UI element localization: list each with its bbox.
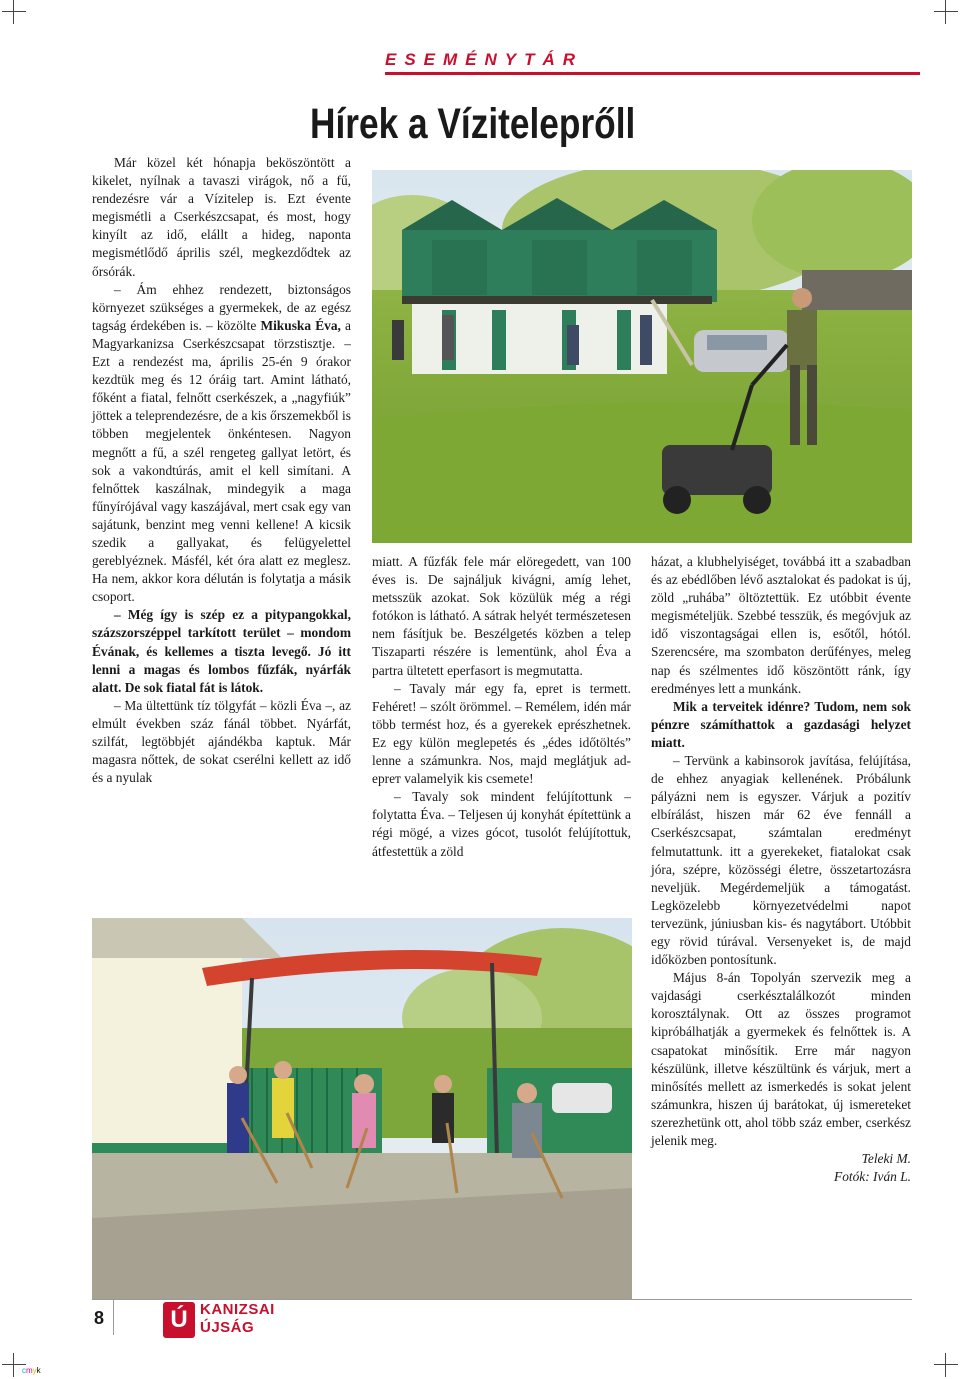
crop-mark-top-left — [2, 0, 26, 24]
article-column-2 — [372, 553, 631, 861]
page-number-divider — [113, 1299, 114, 1335]
logo-text-line-1: KANIZSAI — [200, 1301, 275, 1318]
page-number: 8 — [93, 1308, 104, 1328]
photo-kids-sweeping — [92, 918, 632, 1299]
photo-mowing-lawn — [372, 170, 912, 543]
kanizsai-ujsag-logo — [163, 1300, 273, 1340]
paragraph: – Tavaly sok mindent felújítottunk – folytatta Éva. – Teljesen új konyhát építettünk a régi mögé, a vizes gócot, tusolót felújítottuk, átfestettük a zöld — [372, 789, 631, 859]
paragraph: Május 8-án Topolyán szervezik meg a vajdasági cserkésztalálkozót minden korosztálynak. Ott az összes programot kipróbálhatják a gyermekek és felnőttek is. A csapatokat minősítik. Erre már nagyon készülünk, illetve készültünk és várjuk, mert a minősítés mellett az ismerkedés is sokat jelent számunkra, hiszen új barátokat, új ismereteket szerezhetünk ott, ahol több száz ember, cserkész jelenik meg. — [651, 970, 911, 1148]
article-column-3 — [651, 553, 911, 1186]
photo-credit: Fotók: Iván L. — [834, 1169, 911, 1185]
paragraph-question — [651, 698, 911, 752]
paragraph — [92, 281, 351, 607]
logo-text-line-2: ÚJSÁG — [200, 1319, 255, 1336]
cmyk-print-mark: cmyk — [22, 1366, 41, 1375]
logo-mark: Ú — [163, 1302, 195, 1338]
crop-mark-bottom-right — [934, 1353, 958, 1377]
paragraph: – Tervünk a kabinsorok javítása, felújítása, de ehhez anyagiak kellenének. Próbálunk pályázni nem is egyszer. Várjuk a pozitív elbírálást, hiszen már 62 éve fennáll a Cserkészcsapat, számtalan eredményt felmutattunk. itt a gyerekeket, fiatalokat csak jóra, szépre, közösségi életre, összetartozásra neveljük. Megérdemeljük a támogatást. Legközelebb környezetvédelmi napot tervezünk, júniusban kis- és nagytábort. Utóbbit egy rövid túrával. Versenyeket is, de majd időközben pontosítunk. — [651, 753, 911, 968]
person-name: Mikuska Éva, — [260, 317, 341, 333]
section-rule — [385, 72, 920, 75]
paragraph: Már közel két hónapja beköszöntött a kikelet, nyílnak a tavaszi virágok, nő a fű, rendezésre vár a Vízitelep is. Ezt évente megismétli a Cserkészcsapat, és most, hogy kinyílt az idő, elállt a hideg, naponta megismétlődő április szél, megkezdődtek az őrsórák. — [92, 155, 351, 279]
text-run: a Magyarkanizsa Cserkészcsapat törzstisztje. – Ezt a rendezést ma, április 25-én 9 órakor kezdtük meg és 12 óráig tart. Amint látható, főként a fiatal, felnőtt cserkészek, a „nagyfiúk” jöttek a teleprendezésre, de a kis őrszemekből is többen megjelentek önkéntesen. Nagyon megnőtt a fű, a szél rengeteg gallyat letört, és sok a vakondtúrás, amit el kell simítani. A felnőttek kaszálnak, mindegyik a maga fűnyírójával vagy kaszájával, mert csak egy van sajátunk, benzint meg venni kellene! A kicsik szedik a gallyakat, és felügyelettel gereblyéznek. Másfél, két óra alatt ez meglesz. Ha nem, akkor kora délután is folytatja a másik csoport. — [92, 317, 351, 605]
paragraph: – Ma ültettünk tíz tölgyfát – közli Éva –, az elmúlt években száz fánál többet. Nyárfát, szilfát, legtöbbjét ajándékba kaptuk. Már magasra nőttek, de sokat cserélni kellett az idő és a nyulak — [92, 697, 351, 786]
text-run: – Ám ehhez rendezett, biztonságos környezet szükséges a gyermekek, de az egész tagság érdekében is. – közölte — [92, 281, 351, 333]
article-column-1 — [92, 154, 351, 787]
section-label: ESEMÉNYTÁR — [385, 50, 584, 69]
text-run: Mik a terveitek idénre? Tudom, nem sok pénzre számíthattok a gazdasági helyzet miatt. — [651, 698, 911, 750]
paragraph: miatt. A fűzfák fele már elöregedett, van 100 éves is. De sajnáljuk kivágni, amíg lehet, metsszük azokat. Sok közülük még a régi fotókon is látható. A sátrak helyét természetesen nem fásítjuk be. Beszélgetés közben a telep Tiszaparti részére is lementünk, ahol Éva a partra ültetett eperfasort is megmutatta. — [372, 554, 631, 678]
author-signature: Teleki M. — [861, 1151, 911, 1167]
paragraph: házat, a klubhelyiséget, továbbá itt a szabadban és az ebédlőben lévő asztalokat és padokat is új, zöld „ruhába” öltöztettük. Ez utóbbit évente megismételjük. Szebbé tesszük, és megóvjuk az idő viszontagságai ellen is, esőtől, hótól. Szerencsére, ma szombaton derűfényes, meleg nap és szélmentes idő köszöntött ránk, így eredményes lett a munkánk. — [651, 554, 911, 696]
text-run: – Még így is szép ez a pitypangokkal, százszorszéppel tarkított terület – mondom Évának, és kellemes a tiszta levegő. Jó itt lenni a magas és lombos fűzfák, nyárfák alatt. De sok fiatal fát is látok. — [92, 607, 351, 695]
paragraph-bold — [92, 606, 351, 696]
paragraph: – Tavaly már egy fa, epret is termett. Fehéret! – szólt örömmel. – Remélem, idén már több termést hoz, és a gyerekek eprészhetnek. Ez egy külön meglepetés és „édes időtöltés” lenne a számunkra. Nos, majd meglátjuk ad-eprет valamelyik kis csemete! — [372, 680, 631, 787]
article-headline: Hírek a Víziteleprőll — [310, 100, 636, 148]
crop-mark-top-right — [934, 0, 958, 24]
